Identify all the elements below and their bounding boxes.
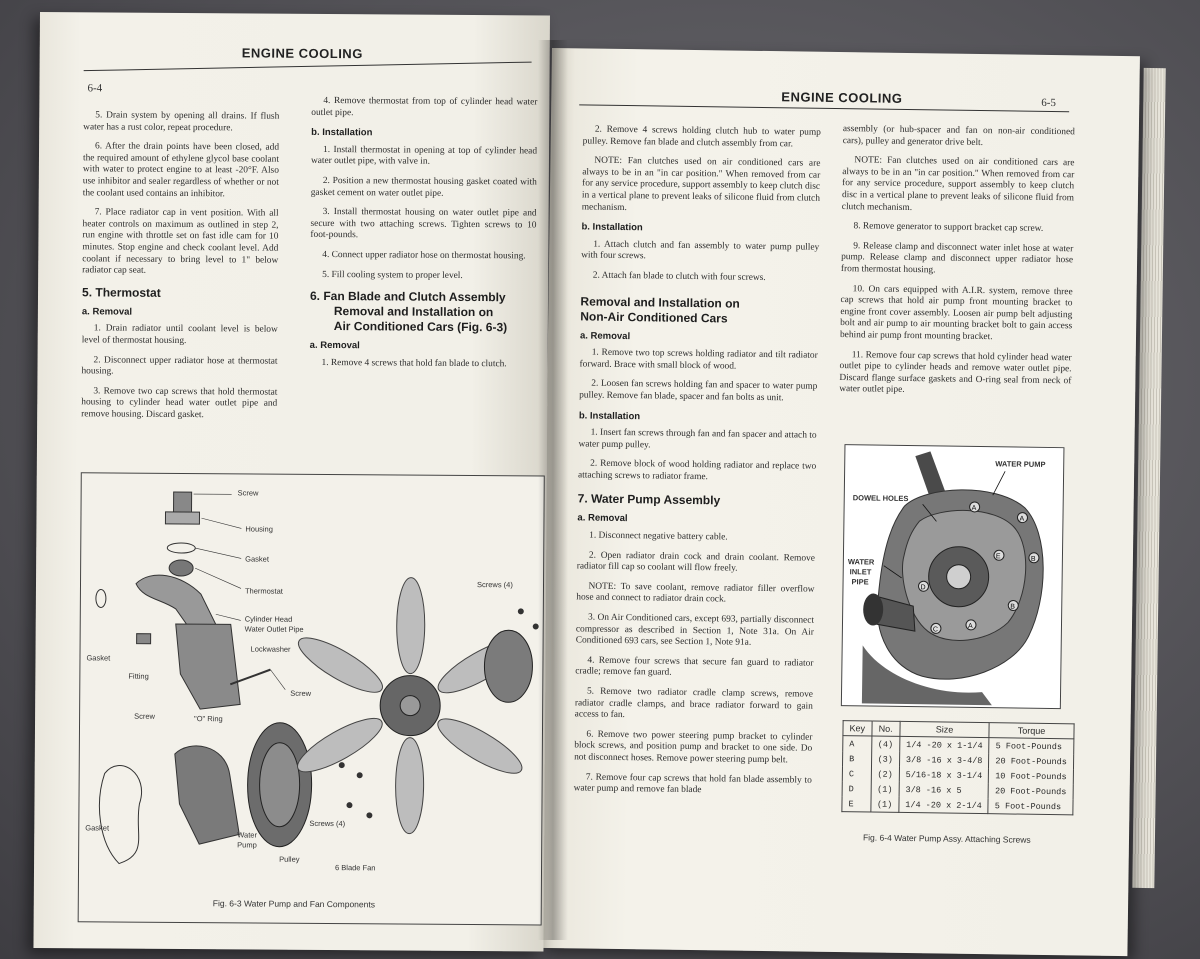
label-screw: Screw xyxy=(134,711,155,721)
paragraph: 5. Fill cooling system to proper level. xyxy=(322,269,463,281)
paragraph: 4. Connect upper radiator hose on thermostat housing. xyxy=(322,249,526,262)
label-water-inlet: WATER xyxy=(847,557,875,567)
section-heading: Removal and Installation on xyxy=(333,304,494,320)
water-pump-illustration xyxy=(842,445,1064,708)
column-header: No. xyxy=(871,721,900,736)
paragraph: 5. Drain system by opening all drains. If flush water has a rust color, repeat procedure. xyxy=(83,110,280,133)
section-heading: 6. Fan Blade and Clutch Assembly xyxy=(309,289,506,305)
paragraph: 7. Remove four cap screws that hold fan blade assembly to water pump and remove fan blade xyxy=(573,772,812,796)
left-column-2 xyxy=(309,96,537,379)
section-heading: 7. Water Pump Assembly xyxy=(577,491,721,508)
exploded-view-illustration xyxy=(79,473,544,924)
label-thermostat: Thermostat xyxy=(244,586,283,596)
table-cell: 10 Foot-Pounds xyxy=(989,768,1074,784)
book-gutter xyxy=(538,40,568,940)
note: NOTE: To save coolant, remove radiator filler overflow hose and connect to radiator drain cock. xyxy=(576,581,815,605)
paragraph: 3. Remove two cap screws that hold thermostat housing to cylinder head water outlet pipe and remove housing. Discard gasket. xyxy=(81,386,278,421)
section-heading: Non-Air Conditioned Cars xyxy=(580,308,728,326)
svg-text:D: D xyxy=(920,584,926,592)
table-cell: 3/8 -16 x 5 xyxy=(899,782,989,798)
note: NOTE: Fan clutches used on air conditioned cars are always to be in an "in car position." When removed from car for any service procedure, support assembly to keep clutch disc in a vertical plane to prevent leaks of silicone fluid from clutch mechanism. xyxy=(841,155,1075,213)
svg-text:A: A xyxy=(967,622,973,630)
paragraph: 3. On Air Conditioned cars, except 693, partially disconnect compressor as described in Section 1, Note 31a. On Air Conditioned 693 cars, see Section 1, Note 91a. xyxy=(575,612,815,649)
label-housing: Housing xyxy=(245,524,273,534)
label-gasket: Gasket xyxy=(245,554,269,564)
table-cell: 20 Foot-Pounds xyxy=(988,783,1073,799)
table-cell: (1) xyxy=(871,782,900,797)
label-screws-4: Screws (4) xyxy=(309,818,346,829)
paragraph: 3. Install thermostat housing on water outlet pipe and secure with two attaching screws. Tighten screws to 10 foot-pounds. xyxy=(310,207,537,241)
paragraph: 10. On cars equipped with A.I.R. system, remove three cap screws that hold air pump front mounting bracket to engine front cover assembly. Loosen air pump belt adjusting bolt and air pump to air mounting bracket bolt to gain access behind air pump front mounting bracket. xyxy=(839,283,1073,343)
paragraph: 2. Attach fan blade to clutch with four screws. xyxy=(592,270,766,283)
paragraph: 2. Remove block of wood holding radiator and replace two attaching screws to radiator frame. xyxy=(577,458,817,483)
label-water-pump: Water xyxy=(237,830,258,840)
table-row xyxy=(842,796,1073,815)
paragraph: 5. Remove two radiator cradle clamp screws, remove radiator cradle clamps, and brace radiator forward to gain access to fan. xyxy=(574,686,814,721)
column-header: Key xyxy=(843,721,872,736)
paragraph: 9. Release clamp and disconnect water inlet hose at water pump. Release clamp and disconnect upper radiator hose from thermostat housing. xyxy=(840,240,1074,276)
header-rule xyxy=(84,62,532,72)
table-cell: A xyxy=(843,736,872,752)
exploded-view-figure xyxy=(78,472,545,925)
subheading: a. Removal xyxy=(577,512,628,525)
table-cell: D xyxy=(842,781,871,796)
table-cell: E xyxy=(842,796,871,812)
svg-text:A: A xyxy=(971,504,977,512)
label-water-pump: WATER PUMP xyxy=(995,459,1046,469)
right-page xyxy=(539,48,1140,956)
header-rule xyxy=(579,104,1069,112)
water-pump-photo xyxy=(841,444,1065,709)
table-cell: 1/4 -20 x 1-1/4 xyxy=(900,736,990,753)
table-cell: (4) xyxy=(871,736,900,752)
label-water-inlet: INLET xyxy=(849,567,872,577)
label-lockwasher: Lockwasher xyxy=(250,644,291,654)
svg-text:B: B xyxy=(1030,555,1036,563)
note: NOTE: Fan clutches used on air conditioned cars are always to be in an "in car position." When removed from car for any service procedure, support assembly to keep clutch disc in a vertical plane to prevent leaks of silicone fluid from clutch mechanism. xyxy=(581,155,821,213)
subheading: a. Removal xyxy=(309,340,360,352)
label-cylinder-head: Cylinder Head xyxy=(244,614,293,624)
label-screws-4: Screws (4) xyxy=(476,580,513,590)
paragraph: 1. Remove two top screws holding radiator and tilt radiator forward. Brace with small block of wood. xyxy=(579,347,818,372)
section-heading: 5. Thermostat xyxy=(81,285,161,300)
paragraph: 1. Insert fan screws through fan and fan spacer and attach to water pump pulley. xyxy=(578,427,817,451)
column-header: Size xyxy=(900,721,990,737)
table-cell: 5 Foot-Pounds xyxy=(989,738,1074,755)
paragraph: 2. Remove 4 screws holding clutch hub to water pump pulley. Remove fan blade and clutch assembly from car. xyxy=(582,124,821,149)
table-cell: 3/8 -16 x 3-4/8 xyxy=(899,752,989,768)
label-dowel-holes: DOWEL HOLES xyxy=(852,493,909,504)
torque-table xyxy=(841,720,1074,815)
paragraph: assembly (or hub-spacer and fan on non-air conditioned cars), pulley and generator drive belt. xyxy=(842,124,1075,148)
paragraph: 2. Disconnect upper radiator hose at thermostat housing. xyxy=(81,354,278,377)
paragraph: 1. Attach clutch and fan assembly to water pump pulley with four screws. xyxy=(581,239,820,262)
paragraph: 6. After the drain points have been closed, add the required amount of ethylene glycol base coolant with water to protect engine to at least -20°F. Also use inhibitor and sealer regardless of whether or not the coolant used contains an inhibitor. xyxy=(82,141,280,199)
table-cell: (1) xyxy=(870,797,899,813)
subheading: b. Installation xyxy=(578,409,641,422)
paragraph: 11. Remove four cap screws that hold cylinder head water outlet pipe to cylinder heads and remove water outlet pipe. Discard flange surface gaskets and O-ring seal from neck of water outlet pipe. xyxy=(839,349,1072,396)
paragraph: 2. Loosen fan screws holding fan and spacer to water pump pulley. Remove fan blade, spacer and fan bolts as unit. xyxy=(579,378,818,404)
section-heading: Air Conditioned Cars (Fig. 6-3) xyxy=(333,319,508,335)
table-cell: 1/4 -20 x 2-1/4 xyxy=(899,797,989,814)
label-screw: Screw xyxy=(290,688,312,698)
table-cell: (2) xyxy=(871,767,900,782)
column-header: Torque xyxy=(989,723,1074,739)
label-pulley: Pulley xyxy=(279,854,300,864)
paragraph: 4. Remove four screws that secure fan guard to radiator cradle; remove fan guard. xyxy=(575,655,814,679)
svg-text:B: B xyxy=(1010,603,1015,611)
label-o-ring: "O" Ring xyxy=(194,714,223,724)
svg-text:A: A xyxy=(1019,515,1025,523)
figure-caption: Fig. 6-3 Water Pump and Fan Components xyxy=(212,898,376,910)
label-gasket: Gasket xyxy=(85,823,110,833)
subheading: b. Installation xyxy=(311,127,373,139)
paragraph: 8. Remove generator to support bracket cap screw. xyxy=(853,221,1044,235)
right-column-2 xyxy=(839,124,1075,407)
subheading: a. Removal xyxy=(579,329,631,342)
paragraph: 1. Install thermostat in opening at top of cylinder head water outlet pipe, with valve in. xyxy=(310,144,538,168)
label-water-inlet: PIPE xyxy=(851,577,869,587)
paragraph: 1. Drain radiator until coolant level is below level of thermostat housing. xyxy=(81,323,278,346)
label-fan: 6 Blade Fan xyxy=(335,863,376,873)
subheading: a. Removal xyxy=(81,306,133,318)
svg-text:E: E xyxy=(995,553,1001,561)
subheading: b. Installation xyxy=(581,221,643,234)
table-cell: 5 Foot-Pounds xyxy=(988,798,1073,815)
page-number: 6-5 xyxy=(1041,96,1057,110)
label-water-outlet-pipe: Water Outlet Pipe xyxy=(244,624,304,634)
paragraph: 7. Place radiator cap in vent position. With all heater controls on maximum as outlined in step 2, run engine with throttle set on fast idle cam for 10 minutes. Stop engine and check coolant level. Add coolant if necessary to bring level to 1" below radiator cap seat. xyxy=(82,207,279,276)
paragraph: 1. Disconnect negative battery cable. xyxy=(589,530,728,543)
label-water-pump: Pump xyxy=(237,840,257,850)
figure-caption: Fig. 6-4 Water Pump Assy. Attaching Screws xyxy=(862,832,1031,845)
running-head: ENGINE COOLING xyxy=(781,89,903,106)
label-gasket: Gasket xyxy=(86,653,111,663)
paragraph: 1. Remove 4 screws that hold fan blade to clutch. xyxy=(321,357,507,369)
table-cell: B xyxy=(843,751,872,766)
paragraph: 6. Remove two power steering pump bracket to cylinder block screws, and position pump and bracket to one side. Do not disconnect hoses. Remove power steering pump belt. xyxy=(574,729,813,766)
running-head: ENGINE COOLING xyxy=(241,45,363,62)
left-page xyxy=(33,12,550,952)
page-number: 6-4 xyxy=(87,82,103,95)
table-cell: C xyxy=(842,766,871,781)
label-fitting: Fitting xyxy=(128,671,149,681)
table-cell: (3) xyxy=(871,752,900,767)
label-screw: Screw xyxy=(237,488,259,498)
right-column-1 xyxy=(573,124,820,806)
table-cell: 20 Foot-Pounds xyxy=(989,753,1074,769)
svg-text:C: C xyxy=(932,626,939,634)
left-column-1 xyxy=(81,110,279,430)
paragraph: 2. Position a new thermostat housing gasket coated with gasket cement on water outlet pipe. xyxy=(310,175,537,199)
section-heading: Removal and Installation on xyxy=(580,293,740,311)
paragraph: 4. Remove thermostat from top of cylinder head water outlet pipe. xyxy=(311,95,538,118)
table-cell: 5/16-18 x 3-1/4 xyxy=(899,767,989,783)
paragraph: 2. Open radiator drain cock and drain coolant. Remove radiator fill cap so coolant will flow freely. xyxy=(576,550,815,574)
